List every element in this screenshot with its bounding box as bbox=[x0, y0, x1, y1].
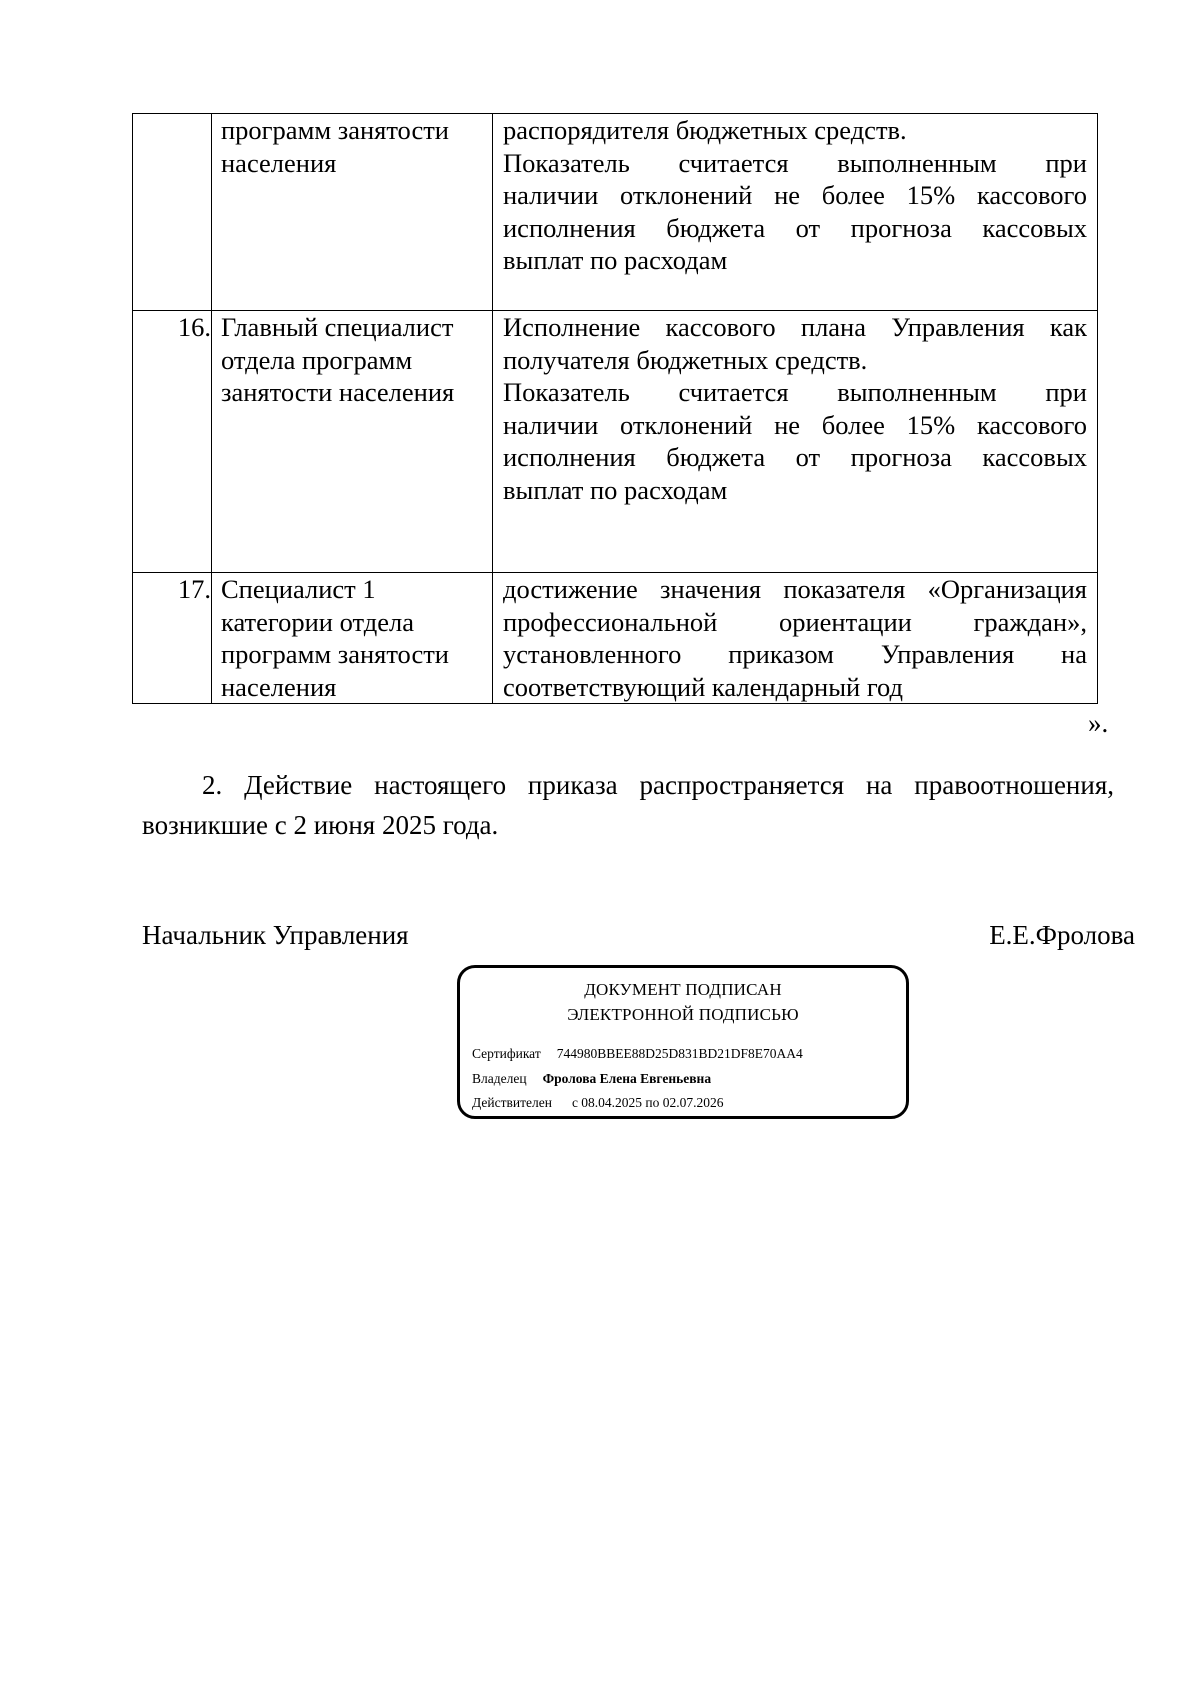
closing-quote: ». bbox=[1088, 708, 1109, 738]
stamp-owner-label: Владелец bbox=[472, 1071, 527, 1086]
indicator-line: установленного приказом Управления на bbox=[503, 639, 1087, 669]
indicator-line: профессиональной ориентации граждан», bbox=[503, 606, 1087, 637]
position-line: Главный специалист bbox=[221, 312, 454, 342]
stamp-validity-label: Действителен bbox=[472, 1095, 552, 1110]
signatory-title: Начальник Управления bbox=[142, 920, 409, 950]
indicator-line: выплат по расходам bbox=[503, 474, 728, 505]
table-row bbox=[133, 573, 1098, 704]
indicator-cell bbox=[493, 311, 1098, 573]
indicator-line: выплат по расходам bbox=[503, 245, 728, 275]
paragraph-2 bbox=[142, 765, 1114, 845]
indicator-cell bbox=[493, 114, 1098, 311]
indicator-line: Показатель считается выполненным при bbox=[503, 147, 1087, 178]
row-number-cell bbox=[133, 311, 212, 573]
stamp-owner-row bbox=[472, 1071, 711, 1087]
indicator-line: Показатель считается выполненным при bbox=[503, 377, 1087, 407]
stamp-validity-value: с 08.04.2025 по 02.07.2026 bbox=[571, 1095, 724, 1110]
position-line: программ занятости bbox=[221, 639, 449, 669]
position-cell bbox=[212, 311, 493, 573]
position-line: программ занятости bbox=[221, 115, 449, 145]
position-line: занятости населения bbox=[221, 377, 455, 407]
indicator-line: наличии отклонений не более 15% кассового bbox=[503, 409, 1087, 440]
stamp-owner-value: Фролова Елена Евгеньевна bbox=[542, 1071, 712, 1086]
electronic-signature-stamp bbox=[457, 965, 909, 1119]
row-number-cell bbox=[133, 114, 212, 311]
indicator-line: получателя бюджетных средств. bbox=[503, 344, 868, 375]
position-cell bbox=[212, 114, 493, 311]
indicator-line: исполнения бюджета от прогноза кассовых bbox=[503, 442, 1087, 472]
indicator-line: наличии отклонений не более 15% кассового bbox=[503, 180, 1087, 210]
indicator-line: Исполнение кассового плана Управления как bbox=[503, 312, 1087, 342]
stamp-heading: ДОКУМЕНТ ПОДПИСАН bbox=[584, 980, 782, 999]
indicator-line: исполнения бюджета от прогноза кассовых bbox=[503, 212, 1087, 243]
position-cell bbox=[212, 573, 493, 704]
position-line: населения bbox=[221, 671, 337, 702]
indicator-line: достижение значения показателя «Организация bbox=[503, 574, 1087, 604]
row-number: 16. bbox=[177, 312, 211, 342]
stamp-certificate-value: 744980BBEE88D25D831BD21DF8E70AA4 bbox=[556, 1046, 803, 1061]
stamp-heading: ЭЛЕКТРОННОЙ ПОДПИСЬЮ bbox=[567, 1005, 799, 1024]
paragraph-line: 2. Действие настоящего приказа распространяется на правоотношения, bbox=[202, 770, 1114, 800]
indicator-line: соответствующий календарный год bbox=[503, 671, 904, 702]
stamp-certificate-label: Сертификат bbox=[472, 1046, 541, 1061]
row-number: 17. bbox=[177, 574, 211, 604]
position-line: категории отдела bbox=[221, 606, 414, 637]
indicator-line: распорядителя бюджетных средств. bbox=[503, 115, 907, 145]
indicator-cell bbox=[493, 573, 1098, 704]
signatory-name: Е.Е.Фролова bbox=[989, 920, 1135, 950]
row-number-cell bbox=[133, 573, 212, 704]
position-line: населения bbox=[221, 147, 337, 178]
stamp-validity-row bbox=[472, 1095, 724, 1111]
position-line: Специалист 1 bbox=[221, 574, 376, 604]
table-row bbox=[133, 311, 1098, 573]
table-row bbox=[133, 114, 1098, 311]
indicators-table bbox=[132, 113, 1098, 704]
stamp-certificate-row bbox=[472, 1046, 803, 1062]
position-line: отдела программ bbox=[221, 344, 413, 375]
paragraph-line: возникшие с 2 июня 2025 года. bbox=[142, 810, 499, 840]
